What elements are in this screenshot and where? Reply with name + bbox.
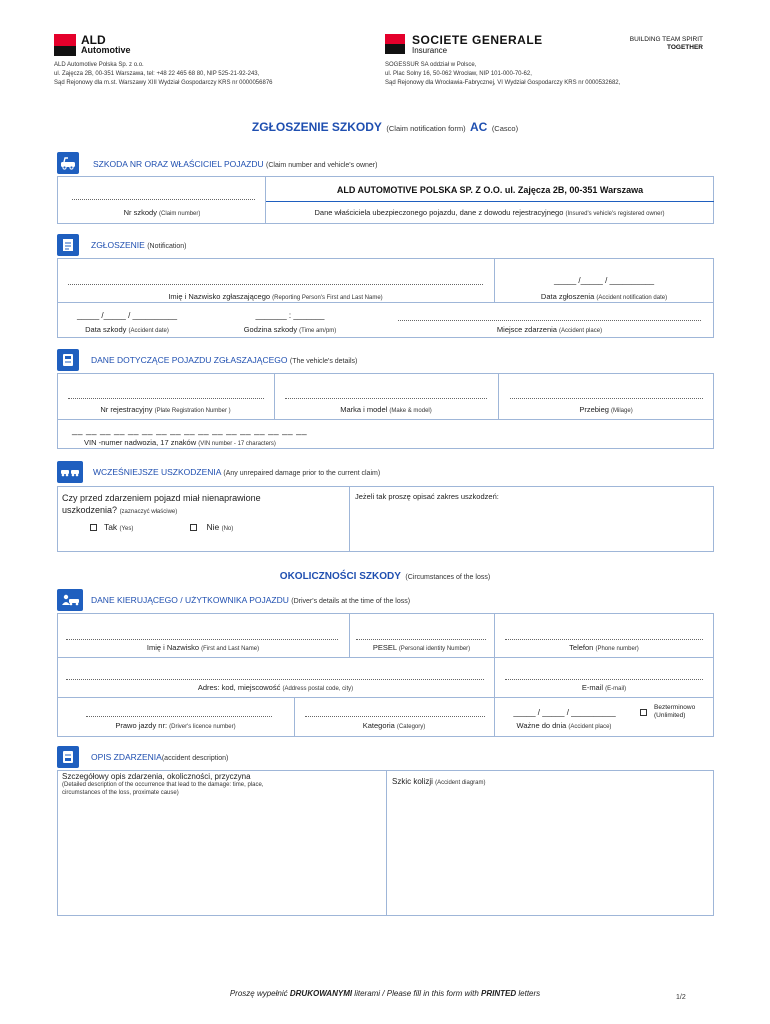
sec5-category-dots — [305, 716, 485, 717]
sec3-vin-label: VIN -numer nadwozia, 17 znaków (VIN number - 17 characters) — [84, 438, 276, 447]
sec3-mileage-input[interactable] — [510, 386, 703, 398]
page-number: 1/2 — [676, 994, 686, 1001]
sec6-sketch-area[interactable] — [392, 790, 708, 910]
sec5-pesel-dots — [356, 639, 486, 640]
sec5-v2 — [494, 613, 495, 737]
ald-logo-mark-black — [54, 46, 76, 56]
sec2-reporter-dots — [68, 284, 483, 285]
sec3-make-input[interactable] — [285, 386, 487, 398]
sec2-place-input[interactable] — [398, 308, 701, 320]
sec3-vin-input[interactable]: __ __ __ __ __ __ __ __ __ __ __ __ __ __ __ __ __ — [72, 425, 308, 435]
sec4-no-option[interactable]: Nie (No) — [190, 522, 233, 532]
sec1-owner-underline — [265, 201, 714, 202]
form-title-main-en: (Claim notification form) — [386, 124, 466, 133]
sec2-reporter-input[interactable] — [68, 272, 483, 284]
sec6-icon — [57, 746, 79, 768]
sec3-make-dots — [285, 398, 487, 399]
ald-address: ALD Automotive Polska Sp. z o.o. ul. Zajęcza 2B, 00-351 Warszawa, tel: +48 22 465 68 80, NIP 525-21-92-243, Sąd Rejonowy dla m.st. Warszawy XIII Wydział Gospodarczy KRS nr 0000056876 — [54, 62, 273, 86]
sec3-make-label: Marka i model (Make & model) — [340, 405, 432, 414]
sec2-icon — [57, 234, 79, 256]
sec5-phone-dots — [505, 639, 703, 640]
no-checkbox[interactable] — [190, 524, 197, 531]
sec5-email-dots — [505, 679, 703, 680]
sec1-claim-input[interactable] — [72, 188, 255, 200]
sec6-divider — [386, 770, 387, 916]
sec5-licence-label: Prawo jazdy nr: (Driver's licence number) — [115, 721, 236, 730]
sec1-claim-label: Nr szkody (Claim number) — [123, 208, 201, 217]
sec3-mileage-label: Przebieg (Milage) — [579, 405, 633, 414]
sec5-h2 — [57, 697, 714, 698]
sec5-valid-input[interactable]: _____ / _____ / __________ — [513, 708, 616, 717]
sec5-licence-input[interactable] — [86, 704, 272, 716]
yes-checkbox[interactable] — [90, 524, 97, 531]
sec1-icon — [57, 152, 79, 174]
sec4-title: WCZEŚNIEJSZE USZKODZENIA (Any unrepaired damage prior to the current claim) — [93, 467, 381, 477]
sec2-place-label: Miejsce zdarzenia (Accident place) — [496, 325, 603, 334]
sec5-title: DANE KIERUJĄCEGO / UŻYTKOWNIKA POJAZDU (Driver's details at the time of the loss) — [91, 595, 411, 605]
form-title — [0, 118, 770, 136]
sec5-licence-dots — [86, 716, 272, 717]
footer-note: Proszę wypełnić DRUKOWANYMI literami / Please fill in this form with PRINTED letters — [229, 989, 541, 998]
sec6-desc-label: Szczegółowy opis zdarzenia, okoliczności, przyczyna (Detailed description of the occurrence that lead to the damage: time, place, circumstances of the loss, proximate cause) — [62, 772, 264, 796]
form-title-main: ZGŁOSZENIE SZKODY — [251, 120, 382, 134]
sec6-sketch-label: Szkic kolizji (Accident diagram) — [392, 777, 486, 786]
sec3-plate-input[interactable] — [68, 386, 264, 398]
sec2-time-label: Godzina szkody (Time am/pm) — [243, 325, 337, 334]
sec5-name-dots — [66, 639, 338, 640]
ald-brand-bottom: Automotive — [81, 45, 131, 55]
sec5-name-label: Imię i Nazwisko (First and Last Name) — [146, 643, 260, 652]
sec1-owner-value: ALD AUTOMOTIVE POLSKA SP. Z O.O. ul. Zajęcza 2B, 00-351 Warszawa — [336, 185, 644, 195]
sec2-divider-h — [57, 302, 714, 303]
sec5-icon — [57, 589, 83, 611]
sg-brand: SOCIETE GENERALE — [412, 33, 543, 47]
sec5-address-input[interactable] — [66, 667, 484, 679]
form-title-ac-en: (Casco) — [491, 124, 519, 133]
sec5-email-label: E-mail (E-mail) — [581, 683, 627, 692]
sec2-acc-date-label: Data szkody (Accident date) — [85, 325, 169, 334]
ald-brand-top: ALD — [81, 33, 106, 47]
sec4-question: Czy przed zdarzeniem pojazd miał nienaprawione uszkodzenia? (zaznaczyć właściwe) — [62, 493, 261, 515]
sec5-address-label: Adres: kod, miejscowość (Address postal code, city) — [197, 683, 354, 692]
sec3-plate-label: Nr rejestracyjny (Plate Registration Number ) — [100, 405, 231, 414]
sec5-h1 — [57, 657, 714, 658]
sg-address: SOGESSUR SA oddział w Polsce, ul. Plac Solny 16, 50-062 Wrocław, NIP 101-000-70-62, Sąd Rejonowy dla Wrocławia-Fabrycznej, VI Wydział Gospodarczy KRS nr 0000532682, — [385, 62, 621, 86]
sec2-time-input[interactable]: _______ : _______ — [255, 311, 325, 320]
sec3-mileage-dots — [510, 398, 703, 399]
sec1-title: SZKODA NR ORAZ WŁAŚCICIEL POJAZDU (Claim number and vehicle's owner) — [93, 159, 378, 169]
sec5-pesel-input[interactable] — [356, 627, 486, 639]
sec2-notif-date-label: Data zgłoszenia (Accident notification date) — [540, 292, 668, 301]
sec5-email-input[interactable] — [505, 667, 703, 679]
sec2-place-dots — [398, 320, 701, 321]
sec2-notif-date-input[interactable]: _____ /_____ / __________ — [553, 276, 655, 285]
sec1-divider — [265, 176, 266, 224]
sec6-title: OPIS ZDARZENIA(accident description) — [91, 752, 229, 762]
sg-logo — [385, 34, 585, 56]
form-title-ac: AC — [470, 120, 488, 134]
sec5-valid-label: Ważne do dnia (Accident place) — [516, 721, 612, 730]
ald-logo — [54, 34, 144, 56]
sec6-desc-input[interactable] — [62, 800, 380, 910]
sec3-plate-dots — [68, 398, 264, 399]
sec1-owner-label: Dane właściciela ubezpieczonego pojazdu, dane z dowodu rejestracyjnego (Insured's vehicle's registered owner) — [314, 208, 665, 217]
sg-logo-mark-black — [385, 44, 405, 54]
sec5-address-dots — [66, 679, 484, 680]
sec3-title: DANE DOTYCZĄCE POJAZDU ZGŁASZAJĄCEGO (The vehicle's details) — [91, 355, 358, 365]
sec4-describe-input[interactable] — [355, 503, 708, 547]
sec3-divider-h — [57, 419, 714, 420]
sec2-title: ZGŁOSZENIE (Notification) — [91, 240, 187, 250]
sec5-category-input[interactable] — [305, 704, 485, 716]
sec5-category-label: Kategoria (Category) — [362, 721, 426, 730]
sec4-describe-label: Jeżeli tak proszę opisać zakres uszkodzeń: — [355, 492, 499, 501]
sec5-unlimited-option[interactable]: Bezterminowo (Unlimited) — [640, 704, 695, 720]
sec5-pesel-label: PESEL (Personal identity Number) — [372, 643, 471, 652]
sg-logo-mark — [385, 34, 405, 44]
tagline: BUILDING TEAM SPIRIT TOGETHER — [629, 36, 703, 51]
sec3-icon — [57, 349, 79, 371]
sec2-reporter-label: Imię i Nazwisko zgłaszającego (Reporting Person's First and Last Name) — [168, 292, 383, 301]
unlimited-checkbox[interactable] — [640, 709, 647, 716]
sec5-v3 — [294, 697, 295, 737]
sec4-icon — [57, 461, 83, 483]
sg-sub: Insurance — [412, 46, 448, 55]
sec5-phone-input[interactable] — [505, 627, 703, 639]
sec4-divider — [349, 486, 350, 552]
sec5-name-input[interactable] — [66, 627, 338, 639]
sec4-yes-option[interactable]: Tak (Yes) — [90, 522, 133, 532]
sec2-acc-date-input[interactable]: _____ /_____ / __________ — [76, 311, 178, 320]
sec5-phone-label: Telefon (Phone number) — [569, 643, 639, 652]
circumstances-title: OKOLICZNOŚCI SZKODY (Circumstances of the loss) — [279, 571, 491, 582]
ald-logo-mark — [54, 34, 76, 46]
